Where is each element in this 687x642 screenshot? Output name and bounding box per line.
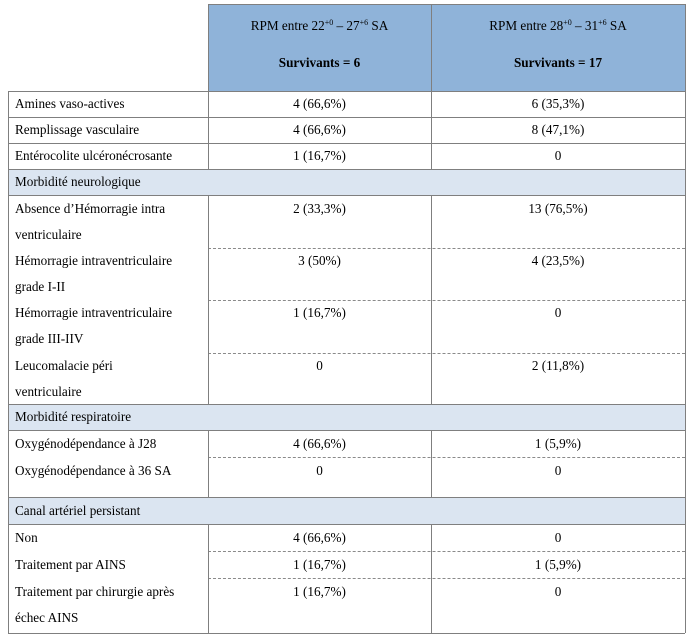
rule: [8, 91, 685, 92]
col-rule: [208, 195, 209, 404]
dashed-rule: [208, 578, 685, 579]
row-non-v1: 4 (66,6%): [293, 530, 346, 545]
row-enterocolite-label: Entérocolite ulcéronécrosante: [15, 148, 173, 163]
row-chir-v2: 0: [554, 584, 562, 599]
row-hiv34-label-2: grade III-IIV: [15, 331, 84, 346]
header-col-28-31-survivors: Survivants = 17: [513, 55, 603, 70]
rule: [8, 497, 685, 498]
row-j28-v2: 1 (5,9%): [534, 436, 582, 451]
row-absence-v2: 13 (76,5%): [528, 201, 588, 216]
row-ains-v1: 1 (16,7%): [293, 557, 346, 572]
row-hiv12-label-1: Hémorragie intraventriculaire: [15, 253, 173, 268]
row-non-v2: 0: [554, 530, 562, 545]
row-hiv12-v2: 4 (23,5%): [531, 253, 585, 268]
row-36sa-v1: 0: [316, 463, 323, 478]
rule: [8, 430, 685, 431]
row-chir-label-1: Traitement par chirurgie après: [15, 584, 175, 599]
row-chir-v1: 1 (16,7%): [293, 584, 346, 599]
row-absence-label-1: Absence d’Hémorragie intra: [15, 201, 166, 216]
col-rule: [8, 91, 9, 633]
section-neuro: [8, 169, 685, 195]
row-hiv12-v1: 3 (50%): [298, 253, 341, 268]
row-enterocolite-v1: 1 (16,7%): [293, 148, 346, 163]
header-col-22-27: [208, 4, 431, 91]
header-col-22-27-survivors: Survivants = 6: [278, 55, 361, 70]
row-amines-label: Amines vaso-actives: [15, 96, 125, 111]
row-leuco-label-1: Leucomalacie péri: [15, 358, 113, 373]
dashed-rule: [208, 457, 685, 458]
row-non-label: Non: [15, 530, 38, 545]
rule: [8, 633, 685, 634]
header-col-28-31-title: RPM entre $28^{+0} - 31^{+6}$ SA: [489, 18, 627, 33]
row-hiv34-label-1: Hémorragie intraventriculaire: [15, 305, 173, 320]
row-remplissage-v2: 8 (47,1%): [531, 122, 585, 137]
row-remplissage-v1: 4 (66,6%): [293, 122, 346, 137]
row-j28-v1: 4 (66,6%): [293, 436, 346, 451]
rule: [208, 4, 685, 5]
dashed-rule: [208, 551, 685, 552]
col-rule: [208, 524, 209, 633]
row-j28-label: Oxygénodépendance à J28: [15, 436, 157, 451]
rule: [8, 117, 685, 118]
row-hiv34-v2: 0: [554, 305, 562, 320]
section-canal: [8, 498, 685, 524]
row-enterocolite-v2: 0: [554, 148, 562, 163]
row-36sa-label: Oxygénodépendance à 36 SA: [15, 463, 172, 478]
row-leuco-v2: 2 (11,8%): [531, 358, 585, 373]
row-remplissage-label: Remplissage vasculaire: [15, 122, 140, 137]
row-ains-label: Traitement par AINS: [15, 557, 126, 572]
row-absence-v1: 2 (33,3%): [293, 201, 346, 216]
row-chir-label-2: échec AINS: [15, 610, 79, 625]
col-rule: [431, 524, 432, 633]
col-rule: [431, 430, 432, 497]
section-neuro-label: Morbidité neurologique: [15, 174, 141, 189]
rule: [8, 169, 685, 170]
row-36sa-v2: 0: [554, 463, 562, 478]
row-absence-label-2: ventriculaire: [15, 227, 82, 242]
rule: [8, 195, 685, 196]
section-canal-label: Canal artériel persistant: [15, 503, 141, 518]
section-respi-label: Morbidité respiratoire: [15, 409, 132, 424]
header-col-22-27-title: RPM entre $22^{+0} - 27^{+6}$ SA: [250, 18, 389, 33]
section-respi: [8, 404, 685, 430]
row-amines-v1: 4 (66,6%): [293, 96, 346, 111]
col-rule: [208, 4, 209, 169]
col-rule: [431, 4, 432, 169]
col-rule: [208, 430, 209, 497]
dashed-rule: [208, 353, 685, 354]
rule: [8, 143, 685, 144]
col-rule: [431, 195, 432, 404]
row-leuco-v1: 0: [316, 358, 323, 373]
rule: [8, 404, 685, 405]
col-rule: [685, 4, 686, 633]
row-ains-v2: 1 (5,9%): [534, 557, 582, 572]
header-col-28-31: [431, 4, 685, 91]
dashed-rule: [208, 300, 685, 301]
row-leuco-label-2: ventriculaire: [15, 384, 82, 399]
rule: [8, 524, 685, 525]
row-amines-v2: 6 (35,3%): [531, 96, 585, 111]
dashed-rule: [208, 248, 685, 249]
row-hiv34-v1: 1 (16,7%): [293, 305, 346, 320]
row-hiv12-label-2: grade I-II: [15, 279, 66, 294]
